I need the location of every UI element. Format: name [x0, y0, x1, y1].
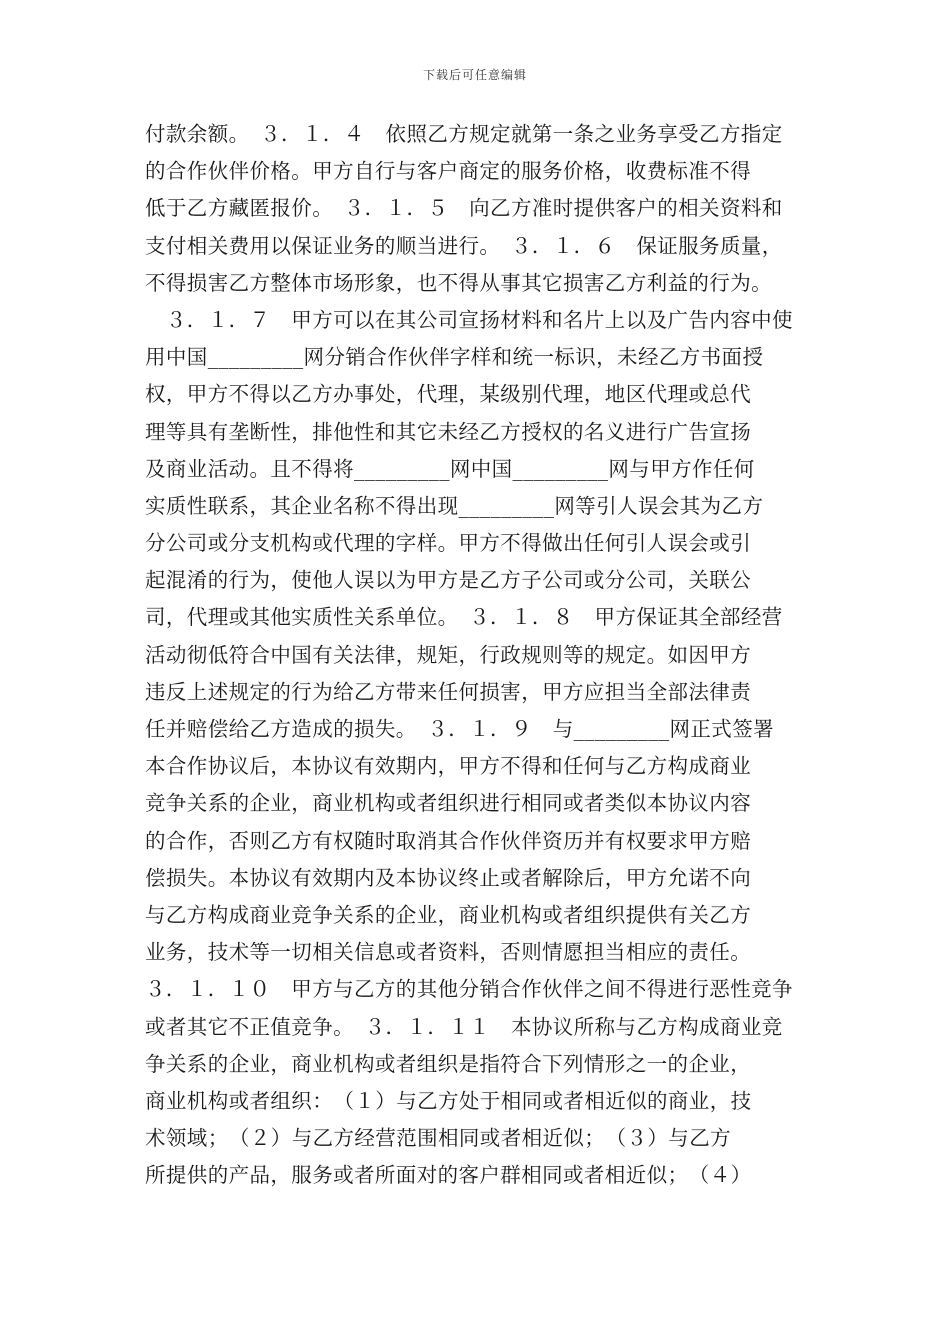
text-line: 理等具有垄断性，排他性和其它未经乙方授权的名义进行广告宣扬: [145, 419, 752, 444]
page-header: 下载后可任意编辑: [422, 68, 527, 82]
text-line: 术领域； （２）与乙方经营范围相同或者相近似； （３）与乙方: [145, 1126, 731, 1151]
text-line: 实质性联系，其企业名称不得出现_________网等引人误会其为乙方: [145, 493, 764, 518]
text-line: 的合作，否则乙方有权随时取消其合作伙伴资历并有权要求甲方赔: [145, 828, 752, 853]
text-line: 业务，技术等一切相关信息或者资料，否则情愿担当相应的责任。: [145, 940, 752, 965]
text-line: 分公司或分支机构或代理的字样。甲方不得做出任何引人误会或引: [145, 531, 752, 556]
text-line: 及商业活动。且不得将_________网中国_________网与甲方作任何: [145, 456, 755, 481]
text-line: 商业机构或者组织： （１）与乙方处于相同或者相近似的商业，技: [145, 1088, 752, 1113]
text-line: 低于乙方藏匿报价。 ３．１．５ 向乙方准时提供客户的相关资料和: [145, 196, 783, 221]
text-line: 支付相关费用以保证业务的顺当进行。 ３．１．６ 保证服务质量，: [145, 233, 783, 258]
document-body: [145, 116, 825, 1194]
text-line: 用中国_________网分销合作伙伴字样和统一标识，未经乙方书面授: [145, 345, 764, 370]
text-line: ３．１．７ 甲方可以在其公司宣扬材料和名片上以及广告内容中使: [145, 307, 793, 332]
text-line: 或者其它不正值竞争。 ３．１．１１ 本协议所称与乙方构成商业竞: [145, 1014, 783, 1039]
text-line: 违反上述规定的行为给乙方带来任何损害，甲方应担当全部法律责: [145, 679, 752, 704]
text-line: 的合作伙伴价格。甲方自行与客户商定的服务价格，收费标准不得: [145, 159, 752, 184]
text-line: 起混淆的行为，使他人误以为甲方是乙方子公司或分公司，关联公: [145, 568, 752, 593]
text-line: 竞争关系的企业，商业机构或者组织进行相同或者类似本协议内容: [145, 791, 752, 816]
text-line: 争关系的企业，商业机构或者组织是指符合下列情形之一的企业，: [145, 1051, 752, 1076]
text-line: 权，甲方不得以乙方办事处，代理，某级别代理，地区代理或总代: [145, 382, 752, 407]
text-line: 本合作协议后，本协议有效期内，甲方不得和任何与乙方构成商业: [145, 754, 752, 779]
text-line: 偿损失。本协议有效期内及本协议终止或者解除后，甲方允诺不向: [145, 865, 752, 890]
text-line: ３．１．１０ 甲方与乙方的其他分销合作伙伴之间不得进行恶性竞争: [145, 977, 793, 1002]
text-line: 任并赔偿给乙方造成的损失。 ３．１．９ 与_________网正式签署: [145, 717, 774, 741]
text-line: 所提供的产品，服务或者所面对的客户群相同或者相近似； （４）: [145, 1163, 752, 1188]
text-line: 活动彻低符合中国有关法律，规矩，行政规则等的规定。如因甲方: [145, 642, 752, 667]
text-line: 不得损害乙方整体市场形象，也不得从事其它损害乙方利益的行为。: [145, 270, 772, 295]
text-line: 与乙方构成商业竞争关系的企业，商业机构或者组织提供有关乙方: [145, 902, 752, 927]
text-line: 付款余额。 ３．１．４ 依照乙方规定就第一条之业务享受乙方指定: [145, 122, 783, 146]
text-line: 司，代理或其他实质性关系单位。 ３．１．８ 甲方保证其全部经营: [145, 605, 783, 630]
